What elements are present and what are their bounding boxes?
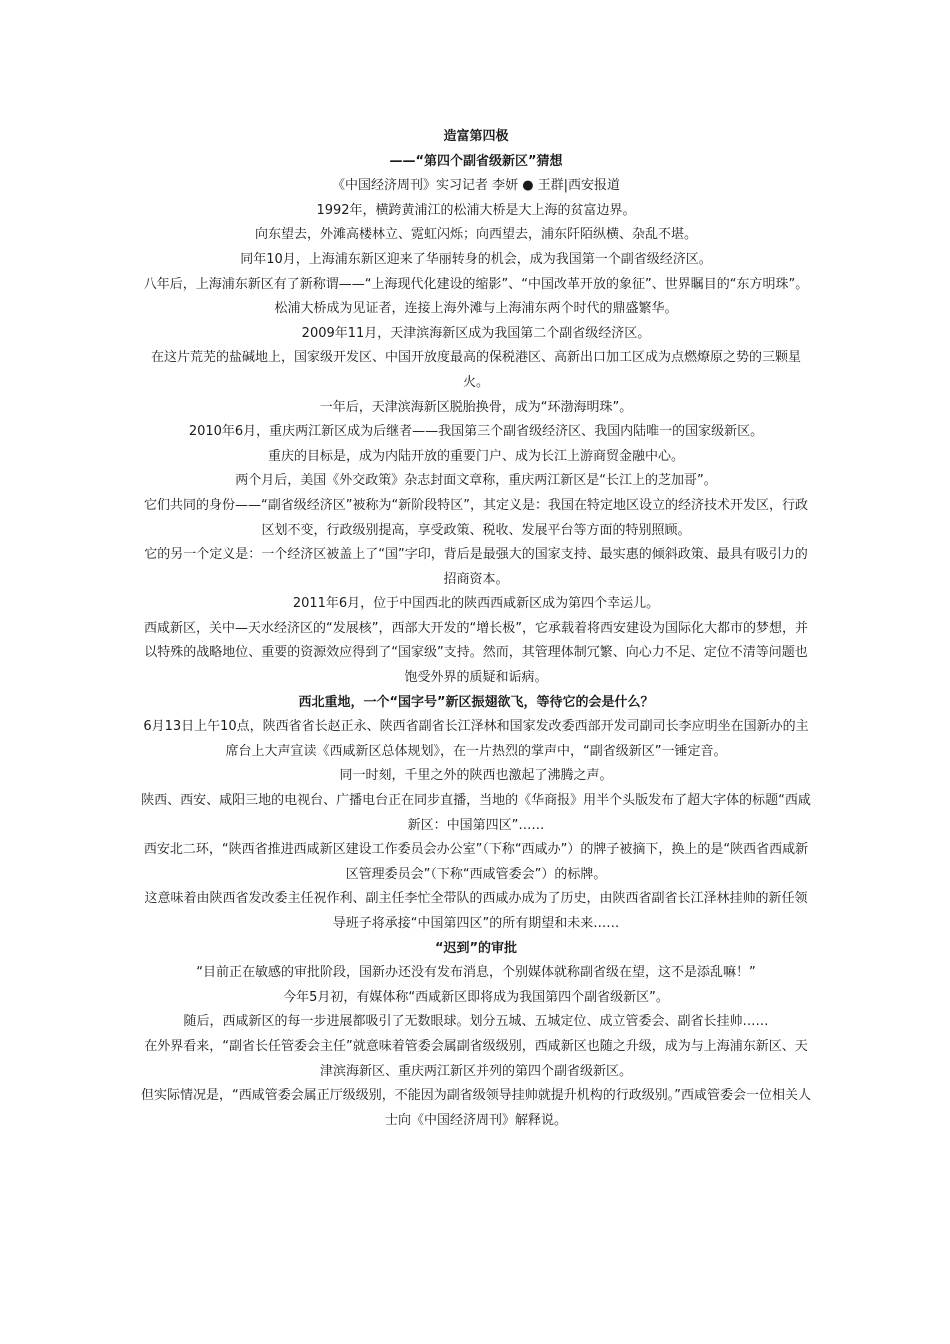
paragraph: 但实际情况是，“西咸管委会属正厅级级别，不能因为副省级领导挂帅就提升机构的行政级别。”西咸管委会一位相关人士向《中国经济周刊》解释说。 [141, 1088, 811, 1128]
paragraph: 在外界看来，“副省长任管委会主任”就意味着管委会属副省级级别，西咸新区也随之升级，成为与上海浦东新区、天津滨海新区、重庆两江新区并列的第四个副省级新区。 [144, 1038, 808, 1079]
paragraph: 重庆的目标是，成为内陆开放的重要门户、成为长江上游商贸金融中心。 [267, 448, 684, 464]
paragraph: 向东望去，外滩高楼林立、霓虹闪烁；向西望去，浦东阡陌纵横、杂乱不堪。 [254, 227, 697, 243]
paragraph: 一年后，天津滨海新区脱胎换骨，成为“环渤海明珠”。 [319, 399, 633, 415]
paragraph: 西咸新区，关中—天水经济区的“发展核”，西部大开发的“增长极”，它承载着将西安建设为国际化大都市的梦想，并以特殊的战略地位、重要的资源效应得到了“国家级”支持。然而，其管理体制冗繁、向心力不足、定位不清等问题也饱受外界的质疑和诟病。 [144, 620, 808, 686]
paragraph: 在这片荒芜的盐碱地上，国家级开发区、中国开放度最高的保税港区、高新出口加工区成为点燃燎原之势的三颗星火。 [150, 350, 801, 390]
section-heading: “迟到”的审批 [434, 940, 518, 956]
paragraph: 西安北二环，“陕西省推进西咸新区建设工作委员会办公室”（下称“西咸办”）的牌子被摘下，换上的是“陕西省西咸新区管理委员会”（下称“西咸管委会”）的标牌。 [143, 842, 809, 882]
paragraph: 6月13日上午10点，陕西省省长赵正永、陕西省副省长江泽林和国家发改委西部开发司副司长李应明坐在国新办的主席台上大声宣读《西咸新区总体规划》，在一片热烈的掌声中，“副省级新区”一锤定音。 [143, 719, 809, 759]
byline: 《中国经济周刊》实习记者 李妍 ● 王群|西安报道 [331, 178, 621, 194]
paragraph: 陕西、西安、咸阳三地的电视台、广播电台正在同步直播，当地的《华商报》用半个头版发布了超大字体的标题“西咸新区：中国第四区”…… [141, 793, 811, 833]
paragraph: 2010年6月，重庆两江新区成为后继者——我国第三个副省级经济区、我国内陆唯一的国家级新区。 [188, 424, 764, 440]
paragraph: 这意味着由陕西省发改委主任祝作利、副主任李忙全带队的西咸办成为了历史，由陕西省副省长江泽林挂帅的新任领导班子将承接“中国第四区”的所有期望和未来…… [144, 891, 808, 931]
paragraph: 随后，西咸新区的每一步进展都吸引了无数眼球。划分五城、五城定位、成立管委会、副省长挂帅…… [183, 1014, 769, 1030]
paragraph: 松浦大桥成为见证者，连接上海外滩与上海浦东两个时代的鼎盛繁华。 [274, 301, 678, 317]
article-subtitle: ——“第四个副省级新区”猜想 [389, 153, 563, 169]
paragraph: 它们共同的身份——“副省级经济区”被称为“新阶段特区”，其定义是：我国在特定地区设立的经济技术开发区，行政区划不变，行政级别提高，享受政策、税收、发展平台等方面的特别照顾。 [144, 497, 808, 538]
paragraph: 同年10月，上海浦东新区迎来了华丽转身的机会，成为我国第一个副省级经济区。 [240, 251, 712, 267]
paragraph: “目前正在敏感的审批阶段，国新办还没有发布消息，个别媒体就称副省级在望，这不是添乱嘛！” [196, 965, 756, 981]
article-title: 造富第四极 [443, 129, 509, 144]
paragraph: 今年5月初，有媒体称“西咸新区即将成为我国第四个副省级新区”。 [283, 989, 669, 1005]
paragraph: 2009年11月，天津滨海新区成为我国第二个副省级经济区。 [301, 325, 651, 341]
paragraph: 两个月后，美国《外交政策》杂志封面文章称，重庆两江新区是“长江上的芝加哥”。 [235, 473, 717, 489]
paragraph: 1992年，横跨黄浦江的松浦大桥是大上海的贫富边界。 [316, 202, 636, 218]
paragraph: 八年后，上海浦东新区有了新称谓——“上海现代化建设的缩影”、“中国改革开放的象征”、世界瞩目的“东方明珠”。 [143, 276, 809, 292]
paragraph: 2011年6月，位于中国西北的陕西西咸新区成为第四个幸运儿。 [292, 596, 660, 612]
section-heading: 西北重地，一个“国字号”新区振翅欲飞，等待它的会是什么？ [298, 694, 654, 710]
article-body [140, 125, 812, 1133]
paragraph: 同一时刻，千里之外的陕西也激起了沸腾之声。 [339, 768, 613, 784]
paragraph: 它的另一个定义是：一个经济区被盖上了“国”字印，背后是最强大的国家支持、最实惠的倾斜政策、最具有吸引力的招商资本。 [144, 547, 808, 587]
